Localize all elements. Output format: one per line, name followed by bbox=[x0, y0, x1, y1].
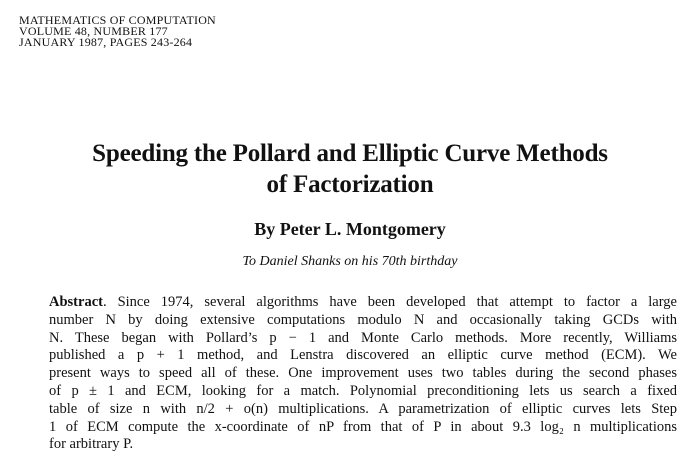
paper-dedication: To Daniel Shanks on his 70th birthday bbox=[242, 254, 458, 269]
journal-volume: VOLUME 48, NUMBER 177 bbox=[19, 24, 168, 38]
journal-name: MATHEMATICS OF COMPUTATION bbox=[19, 13, 216, 27]
paper-title-line-2: of Factorization bbox=[266, 171, 434, 198]
abstract-line-9: for arbitrary P. bbox=[49, 436, 134, 453]
abstract-line-2: number N by doing extensive computations modulo N and occasionally taking GCDs with bbox=[49, 311, 677, 328]
paper-title-line-1: Speeding the Pollard and Elliptic Curve Methods bbox=[92, 140, 608, 167]
abstract-line-7: table of size n with n/2 + o(n) multiplications. A parametrization of elliptic curves lets Step bbox=[49, 400, 677, 417]
abstract bbox=[49, 294, 677, 454]
journal-pages: JANUARY 1987, PAGES 243-264 bbox=[19, 35, 193, 49]
paper-author: By Peter L. Montgomery bbox=[254, 219, 446, 239]
abstract-line-6: of p ± 1 and ECM, looking for a match. Polynomial preconditioning lets us search a fixed bbox=[49, 382, 677, 399]
abstract-line-5: present ways to speed all of these. One improvement uses two tables during the second phases bbox=[49, 365, 677, 382]
abstract-line-1-text: . Since 1974, several algorithms have been developed that attempt to factor a large bbox=[102, 294, 677, 310]
abstract-label: Abstract bbox=[49, 294, 103, 310]
abstract-line-1 bbox=[49, 294, 677, 312]
abstract-line-8: 1 of ECM compute the x-coordinate of nP from that of P in about 9.3 log₂ n multiplications bbox=[49, 418, 677, 435]
abstract-line-4: published a p + 1 method, and Lenstra discovered an elliptic curve method (ECM). We bbox=[49, 347, 677, 364]
abstract-line-3: N. These began with Pollard’s p − 1 and Monte Carlo methods. More recently, Williams bbox=[49, 329, 677, 346]
paper-title bbox=[0, 138, 700, 200]
journal-header bbox=[19, 15, 216, 48]
